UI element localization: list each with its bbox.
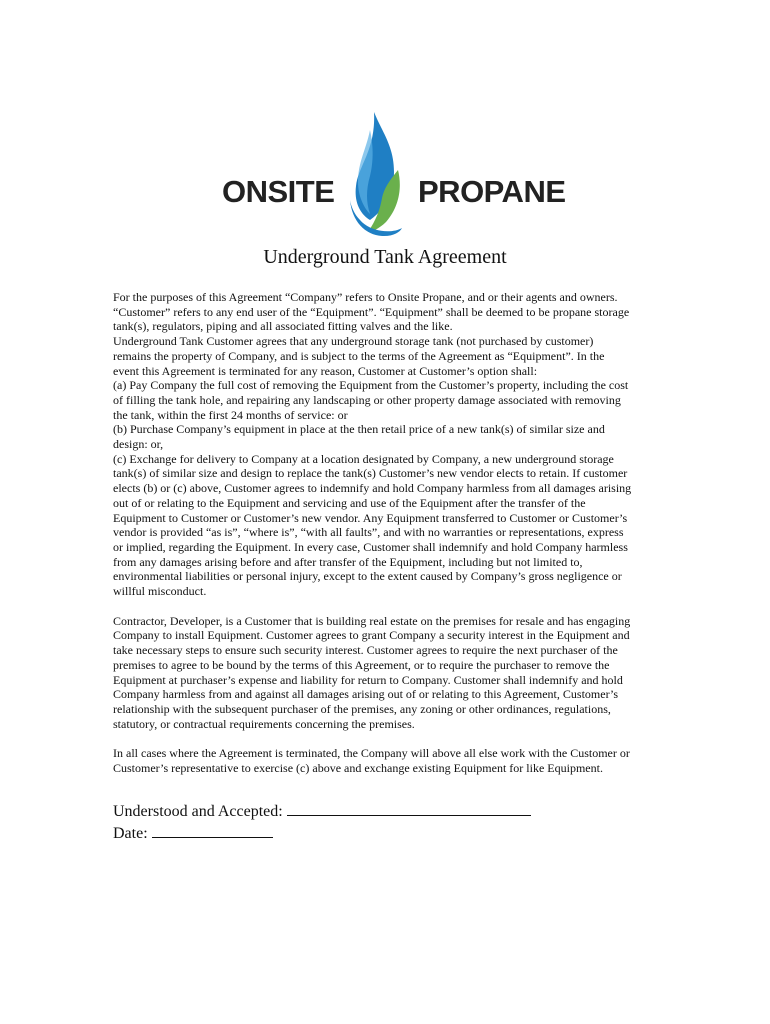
text-line: Customer’s representative to exercise (c) above and exchange existing Equipment for like Equipment.	[113, 761, 603, 776]
text-line: or implied, regarding the Equipment. In every case, Customer shall indemnify and hold Company harmless	[113, 539, 628, 554]
company-logo	[218, 110, 566, 240]
text-line: For the purposes of this Agreement “Company” refers to Onsite Propane, and or their agents and owners.	[113, 290, 618, 304]
logo-word-propane: PROPANE	[418, 174, 566, 209]
text-line: Underground Tank Customer agrees that any underground storage tank (not purchased by customer)	[113, 334, 594, 349]
text-line: event this Agreement is terminated for any reason, Customer at Customer’s option shall:	[113, 363, 538, 378]
agreement-body	[113, 290, 661, 791]
text-line: Company to install Equipment. Customer agrees to grant Company a security interest in the Equipment and	[113, 628, 630, 643]
text-line: tank(s) of similar size and design to replace the tank(s) Customer’s new vendor elects to retain. If customer	[113, 466, 628, 481]
date-field[interactable]	[152, 822, 273, 838]
text-line: In all cases where the Agreement is terminated, the Company will above all else work with the Customer or	[113, 746, 630, 761]
text-line: Equipment to Customer or Customer’s new vendor. Any Equipment transferred to Customer or Customer’s	[113, 510, 628, 525]
text-line: premises to agree to be bound by the terms of this Agreement, or to require the purchaser to remove the	[113, 657, 610, 672]
text-line: “Customer” refers to any end user of the “Equipment”. “Equipment” shall be deemed to be propane storage	[113, 304, 630, 319]
text-line: the tank, within the first 24 months of service: or	[113, 407, 348, 422]
signature-field[interactable]	[287, 800, 531, 816]
accepted-label: Understood and Accepted:	[113, 803, 283, 820]
text-line: relationship with the subsequent purchaser of the premises, any zoning or other ordinances, regulations,	[113, 701, 611, 716]
text-line: from any damages arising before and after transfer of the Equipment, including but not limited to,	[113, 554, 583, 569]
paragraph-contractor	[113, 614, 661, 732]
logo-word-onsite: ONSITE	[222, 174, 335, 209]
document-title: Underground Tank Agreement	[263, 246, 507, 268]
text-line: design: or,	[113, 437, 164, 452]
text-line: willful misconduct.	[113, 584, 207, 599]
text-line: Equipment at purchaser’s expense and liability for return to Company. Customer shall indemnify and hold	[113, 672, 623, 687]
text-line: take necessary steps to ensure such security interest. Customer agrees to require the next purchaser of the	[113, 643, 618, 658]
text-line: (c) Exchange for delivery to Company at a location designated by Company, a new underground storage	[113, 451, 614, 466]
date-row	[113, 822, 531, 844]
text-line: of filling the tank hole, and repairing any landscaping or other property damage associated with removing	[113, 392, 621, 407]
text-line: tank(s), regulators, piping and all associated fitting valves and the like.	[113, 319, 453, 334]
text-line: Company harmless from and against all damages arising out of or relating to this Agreement, Customer’s	[113, 687, 619, 702]
text-line: environmental liabilities or personal injury, except to the extent caused by Company’s gross negligence or	[113, 569, 622, 584]
text-line: Contractor, Developer, is a Customer that is building real estate on the premises for resale and has engaging	[113, 613, 631, 628]
flame-icon	[336, 110, 416, 240]
text-line: statutory, or contractual requirements concerning the premises.	[113, 716, 415, 731]
signature-block	[113, 800, 531, 844]
text-line: (a) Pay Company the full cost of removing the Equipment from the Customer’s property, including the cost	[113, 378, 629, 393]
text-line: remains the property of Company, and is subject to the terms of the Agreement as “Equipment”. In the	[113, 348, 605, 363]
paragraph-termination	[113, 746, 661, 775]
date-label: Date:	[113, 825, 148, 842]
text-line: (b) Purchase Company’s equipment in place at the then retail price of a new tank(s) of similar size and	[113, 422, 605, 437]
accepted-row	[113, 800, 531, 822]
paragraph-terms	[113, 290, 661, 599]
text-line: out of or relating to the Equipment and servicing and use of the Equipment after the transfer of the	[113, 495, 586, 510]
text-line: vendor is provided “as is”, “where is”, “with all faults”, and with no warranties or representations, express	[113, 525, 624, 540]
text-line: elects (b) or (c) above, Customer agrees to indemnify and hold Company harmless from all damages arising	[113, 481, 632, 496]
